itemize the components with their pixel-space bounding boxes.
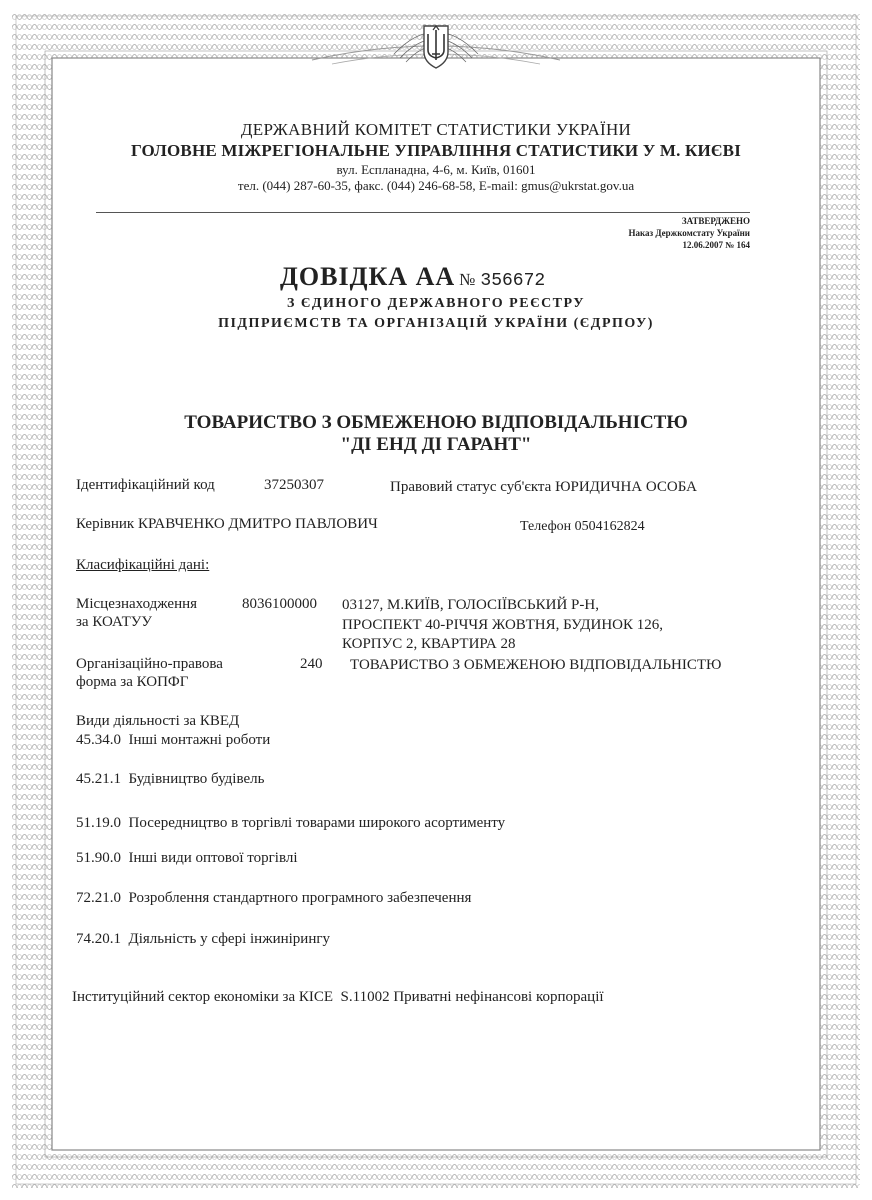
header-divider [96,212,750,213]
phone-label: Телефон [520,519,572,534]
activity-name: Розроблення стандартного програмного забезпечення [128,890,472,906]
location-label-1: Місцезнаходження [76,596,198,612]
phone [520,519,645,535]
koatuu-code: 8036100000 [242,596,317,612]
institutional-sector [72,989,604,1006]
activity-name: Посередництво в торгівлі товарами широкого асортименту [128,815,506,831]
head-name: КРАВЧЕНКО ДМИТРО ПАВЛОВИЧ [137,516,378,532]
activity-item [76,732,270,749]
committee-title: ДЕРЖАВНИЙ КОМІТЕТ СТАТИСТИКИ УКРАЇНИ [240,120,632,139]
activity-item [76,850,298,867]
activity-name: Діяльність у сфері інжинірингу [128,931,330,947]
organization-name-line-1: ТОВАРИСТВО З ОБМЕЖЕНОЮ ВІДПОВІДАЛЬНІСТЮ [184,412,688,433]
activity-item [76,890,471,907]
head-label: Керівник [76,516,135,532]
activity-name: Будівництво будівель [128,771,265,787]
activity-code: 72.21.0 [76,890,121,906]
approval-date: 12.06.2007 № 164 [682,240,750,250]
legal-status-label: Правовий статус суб'єкта [390,479,552,495]
title-subtitle-2: ПІДПРИЄМСТВ ТА ОРГАНІЗАЦІЙ УКРАЇНИ (ЄДРПОУ) [218,316,654,331]
activity-code: 45.21.1 [76,771,121,787]
sector-label: Інституційний сектор економіки за КІСЕ [72,989,334,1005]
department-address: вул. Еспланадна, 4-6, м. Київ, 01601 [336,162,536,177]
title-word: ДОВІДКА [280,262,409,291]
trident-emblem-icon [386,14,486,84]
legal-form-value: ТОВАРИСТВО З ОБМЕЖЕНОЮ ВІДПОВІДАЛЬНІСТЮ [350,657,722,673]
title-subtitle-1: З ЄДИНОГО ДЕРЖАВНОГО РЕЄСТРУ [287,296,585,311]
activity-item [76,931,330,948]
activity-name: Інші види оптової торгівлі [128,850,298,866]
activity-code: 51.19.0 [76,815,121,831]
legal-status-value: ЮРИДИЧНА ОСОБА [555,479,697,495]
document-title [280,262,545,292]
certificate-number: 356672 [480,271,546,291]
activity-code: 45.34.0 [76,732,121,748]
legal-form-label-2: форма за КОПФГ [76,674,189,690]
activities-heading: Види діяльності за КВЕД [76,713,240,729]
phone-value: 0504162824 [574,519,645,534]
department-title: ГОЛОВНЕ МІЖРЕГІОНАЛЬНЕ УПРАВЛІННЯ СТАТИСТИКИ У М. КИЄВІ [130,141,742,160]
kopfg-code: 240 [300,656,323,672]
classification-heading: Класифікаційні дані: [76,557,210,573]
approval-order: Наказ Держкомстату України [628,228,750,238]
number-sign: № [459,270,477,289]
address-line-3: КОРПУС 2, КВАРТИРА 28 [342,636,516,652]
activity-item [76,815,505,832]
activity-name: Інші монтажні роботи [128,732,271,748]
department-contacts: тел. (044) 287-60-35, факс. (044) 246-68-58, E-mail: gmus@ukrstat.gov.ua [237,178,635,193]
legal-status [390,479,697,496]
sector-name: Приватні нефінансові корпорації [393,989,604,1005]
activity-code: 74.20.1 [76,931,121,947]
sector-code: S.11002 [340,989,390,1005]
address-line-1: 03127, М.КИЇВ, ГОЛОСІЇВСЬКИЙ Р-Н, [342,597,599,613]
activity-code: 51.90.0 [76,850,121,866]
id-code-label: Ідентифікаційний код [76,477,215,493]
legal-form-label-1: Організаційно-правова [76,656,223,672]
organization-name-line-2: "ДІ ЕНД ДІ ГАРАНТ" [340,434,532,455]
approval-label: ЗАТВЕРДЖЕНО [681,216,750,226]
title-series: АА [415,262,456,291]
activity-item [76,771,264,788]
id-code-value: 37250307 [264,477,324,493]
head-of-company [76,516,378,533]
location-label-2: за КОАТУУ [76,614,152,630]
address-line-2: ПРОСПЕКТ 40-РІЧЧЯ ЖОВТНЯ, БУДИНОК 126, [342,617,664,633]
